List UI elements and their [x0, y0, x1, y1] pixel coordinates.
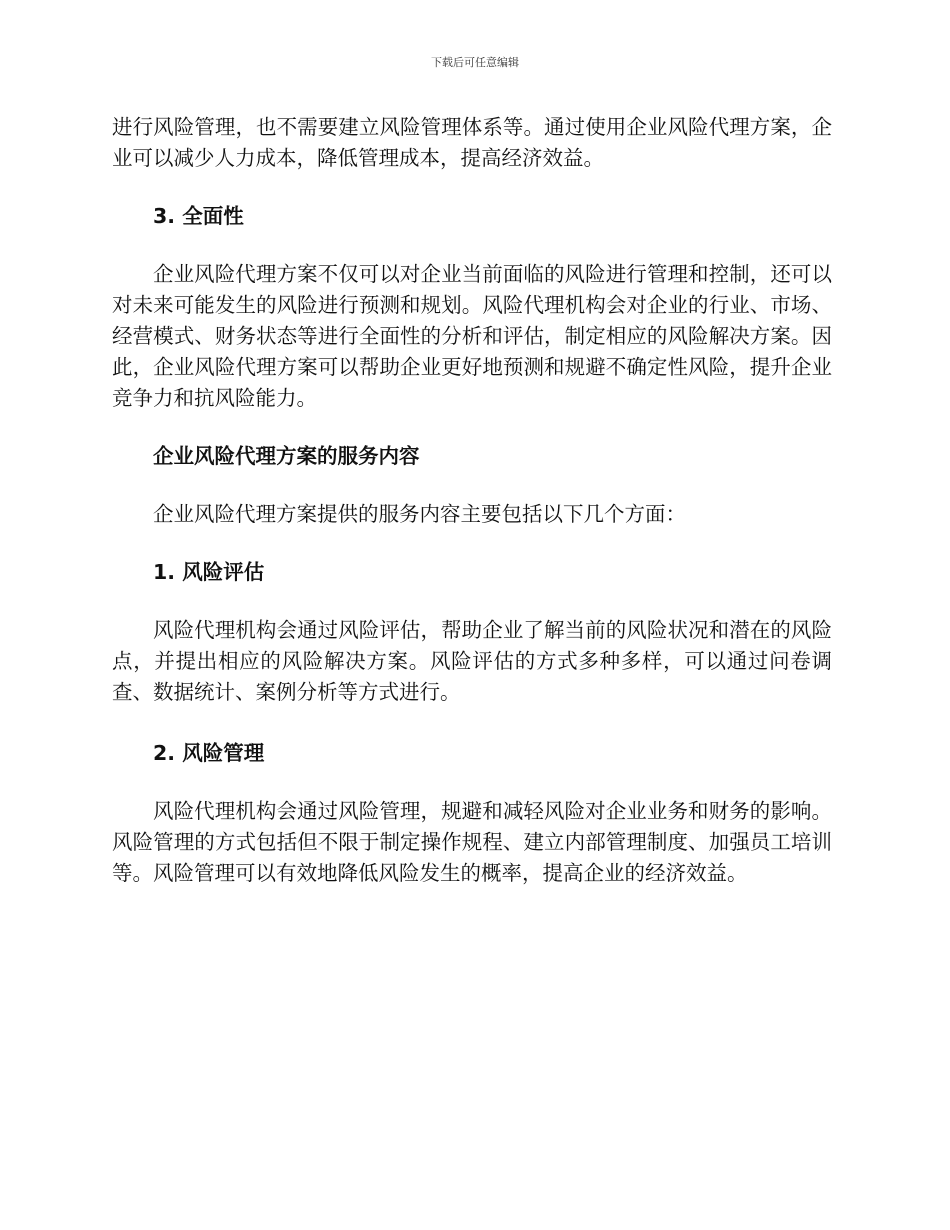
paragraph-risk-assessment: 风险代理机构会通过风险评估，帮助企业了解当前的风险状况和潜在的风险点，并提出相应的风险解决方案。风险评估的方式多种多样，可以通过问卷调查、数据统计、案例分析等方式进行。 — [112, 618, 832, 704]
heading-service-content: 企业风险代理方案的服务内容 — [153, 444, 420, 468]
paragraph-comprehensiveness: 企业风险代理方案不仅可以对企业当前面临的风险进行管理和控制，还可以对未来可能发生的风险进行预测和规划。风险代理机构会对企业的行业、市场、经营模式、财务状态等进行全面性的分析和评估，制定相应的风险解决方案。因此，企业风险代理方案可以帮助企业更好地预测和规避不确定性风险，提升企业竞争力和抗风险能力。 — [112, 262, 832, 410]
heading-comprehensiveness: 3. 全面性 — [153, 204, 244, 228]
heading-risk-management: 2. 风险管理 — [153, 741, 265, 765]
paragraph-risk-management: 风险代理机构会通过风险管理，规避和减轻风险对企业业务和财务的影响。风险管理的方式包括但不限于制定操作规程、建立内部管理制度、加强员工培训等。风险管理可以有效地降低风险发生的概率，提高企业的经济效益。 — [112, 799, 832, 885]
heading-risk-assessment: 1. 风险评估 — [153, 560, 265, 584]
page-header: 下载后可任意编辑 — [431, 56, 519, 69]
paragraph-continued: 进行风险管理，也不需要建立风险管理体系等。通过使用企业风险代理方案，企业可以减少人力成本，降低管理成本，提高经济效益。 — [112, 115, 832, 170]
paragraph-service-intro: 企业风险代理方案提供的服务内容主要包括以下几个方面： — [153, 502, 686, 526]
document-body — [112, 112, 832, 889]
